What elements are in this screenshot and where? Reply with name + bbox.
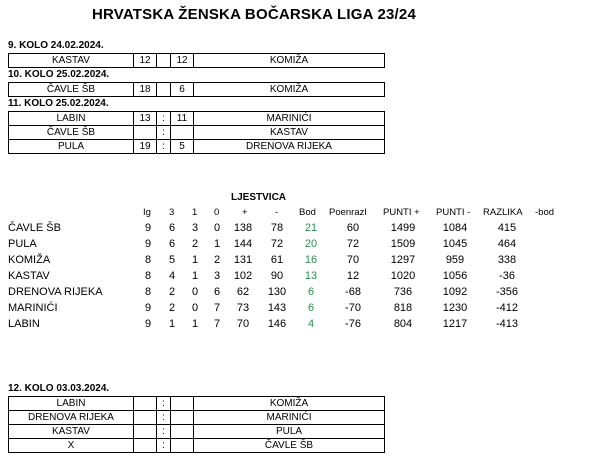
away-score — [171, 411, 194, 425]
home-score: 18 — [134, 83, 157, 97]
away-score — [171, 425, 194, 439]
score-separator: : — [157, 126, 171, 140]
point-difference: 12 — [346, 270, 360, 282]
games-played: 9 — [144, 222, 152, 234]
score-plus: 70 — [236, 318, 250, 330]
score-plus: 62 — [236, 286, 250, 298]
away-team: PULA — [194, 425, 385, 439]
points: 20 — [304, 238, 318, 250]
losses-0: 3 — [213, 270, 221, 282]
team-name: DRENOVA RIJEKA — [8, 286, 103, 298]
away-team: KOMIŽA — [194, 397, 385, 411]
standings-row — [0, 269, 600, 284]
standings-title: LJESTVICA — [231, 192, 287, 203]
round-11-label: 11. KOLO 25.02.2024. — [8, 98, 109, 109]
away-score: 12 — [171, 54, 194, 68]
header-punti-plus: PUNTI + — [383, 207, 420, 218]
round-12-label: 12. KOLO 03.03.2024. — [8, 383, 110, 394]
score-plus: 138 — [233, 222, 253, 234]
punti-plus: 1499 — [390, 222, 416, 234]
home-score — [134, 126, 157, 140]
score-minus: 72 — [270, 238, 284, 250]
team-name: ČAVLE ŠB — [8, 222, 61, 234]
home-team: KASTAV — [9, 54, 134, 68]
header-bod: Bod — [299, 207, 316, 218]
away-team: MARINIĆI — [194, 411, 385, 425]
standings-row — [0, 317, 600, 332]
draws-1: 1 — [191, 254, 199, 266]
point-difference: -76 — [345, 318, 361, 330]
losses-0: 2 — [213, 254, 221, 266]
round-12-table — [8, 396, 385, 453]
home-team: PULA — [9, 140, 134, 154]
point-difference: -68 — [345, 286, 361, 298]
punti-minus: 959 — [445, 254, 465, 266]
home-team: LABIN — [9, 112, 134, 126]
points: 13 — [304, 270, 318, 282]
score-separator: : — [157, 439, 171, 453]
home-team: ČAVLE ŠB — [9, 83, 134, 97]
home-team: DRENOVA RIJEKA — [9, 411, 134, 425]
draws-1: 1 — [191, 270, 199, 282]
match-row — [9, 54, 385, 68]
match-row — [9, 411, 385, 425]
standings-row — [0, 237, 600, 252]
score-separator — [157, 83, 171, 97]
games-played: 9 — [144, 302, 152, 314]
point-difference: 60 — [346, 222, 360, 234]
score-minus: 90 — [270, 270, 284, 282]
score-separator: : — [157, 112, 171, 126]
games-played: 8 — [144, 270, 152, 282]
round-10-table — [8, 82, 385, 97]
away-team: KASTAV — [194, 126, 385, 140]
header-poenrazl: Poenrazl — [329, 207, 367, 218]
header-0: 0 — [214, 207, 220, 218]
score-plus: 73 — [236, 302, 250, 314]
round-11-table — [8, 111, 385, 154]
home-score — [134, 397, 157, 411]
team-name: MARINIĆI — [8, 302, 58, 314]
score-separator: : — [157, 411, 171, 425]
round-9-table — [8, 53, 385, 68]
punti-minus: 1084 — [442, 222, 468, 234]
team-name: KOMIŽA — [8, 254, 51, 266]
team-name: PULA — [8, 238, 37, 250]
match-row — [9, 126, 385, 140]
games-played: 8 — [144, 286, 152, 298]
points: 16 — [304, 254, 318, 266]
punti-plus: 804 — [393, 318, 413, 330]
header-punti-minus: PUNTI - — [436, 207, 471, 218]
wins-3: 1 — [168, 318, 176, 330]
punti-plus: 818 — [393, 302, 413, 314]
score-minus: 130 — [267, 286, 287, 298]
away-team: KOMIŽA — [194, 83, 385, 97]
away-score — [171, 126, 194, 140]
standings-row — [0, 221, 600, 236]
match-row — [9, 112, 385, 126]
score-minus: 61 — [270, 254, 284, 266]
draws-1: 0 — [191, 286, 199, 298]
losses-0: 7 — [213, 302, 221, 314]
punti-minus: 1092 — [442, 286, 468, 298]
draws-1: 3 — [191, 222, 199, 234]
score-minus: 146 — [267, 318, 287, 330]
home-team: X — [9, 439, 134, 453]
away-score: 11 — [171, 112, 194, 126]
losses-0: 1 — [213, 238, 221, 250]
wins-3: 2 — [168, 286, 176, 298]
header-1: 1 — [192, 207, 198, 218]
razlika: 464 — [497, 238, 517, 250]
standings-row — [0, 253, 600, 268]
razlika: -356 — [495, 286, 519, 298]
away-score — [171, 397, 194, 411]
away-team: ČAVLE ŠB — [194, 439, 385, 453]
header-razlika: RAZLIKA — [483, 207, 523, 218]
draws-1: 1 — [191, 318, 199, 330]
punti-minus: 1045 — [442, 238, 468, 250]
score-separator — [157, 54, 171, 68]
wins-3: 6 — [168, 222, 176, 234]
draws-1: 0 — [191, 302, 199, 314]
wins-3: 2 — [168, 302, 176, 314]
losses-0: 0 — [213, 222, 221, 234]
punti-minus: 1056 — [442, 270, 468, 282]
match-row — [9, 397, 385, 411]
point-difference: 72 — [346, 238, 360, 250]
home-score — [134, 425, 157, 439]
score-plus: 131 — [233, 254, 253, 266]
home-score: 12 — [134, 54, 157, 68]
games-played: 8 — [144, 254, 152, 266]
punti-plus: 1020 — [390, 270, 416, 282]
score-minus: 143 — [267, 302, 287, 314]
home-score — [134, 411, 157, 425]
home-team: LABIN — [9, 397, 134, 411]
games-played: 9 — [144, 318, 152, 330]
razlika: -413 — [495, 318, 519, 330]
header-plus: + — [242, 207, 248, 218]
away-team: KOMIŽA — [194, 54, 385, 68]
match-row — [9, 439, 385, 453]
punti-plus: 1297 — [390, 254, 416, 266]
away-score: 6 — [171, 83, 194, 97]
punti-plus: 1509 — [390, 238, 416, 250]
points: 21 — [304, 222, 318, 234]
point-difference: -70 — [345, 302, 361, 314]
header-ig: Ig — [143, 207, 151, 218]
match-row — [9, 83, 385, 97]
losses-0: 7 — [213, 318, 221, 330]
draws-1: 2 — [191, 238, 199, 250]
team-name: LABIN — [8, 318, 40, 330]
points: 6 — [307, 286, 315, 298]
standings-row — [0, 285, 600, 300]
score-plus: 144 — [233, 238, 253, 250]
round-9-label: 9. KOLO 24.02.2024. — [8, 40, 104, 51]
header-minus-bod: -bod — [535, 207, 555, 218]
razlika: -36 — [499, 270, 515, 282]
wins-3: 6 — [168, 238, 176, 250]
team-name: KASTAV — [8, 270, 50, 282]
match-row — [9, 140, 385, 154]
away-score: 5 — [171, 140, 194, 154]
home-score: 13 — [134, 112, 157, 126]
score-plus: 102 — [233, 270, 253, 282]
losses-0: 6 — [213, 286, 221, 298]
away-team: MARINIĆI — [194, 112, 385, 126]
punti-minus: 1230 — [442, 302, 468, 314]
match-row — [9, 425, 385, 439]
razlika: -412 — [495, 302, 519, 314]
wins-3: 5 — [168, 254, 176, 266]
point-difference: 70 — [346, 254, 360, 266]
home-team: KASTAV — [9, 425, 134, 439]
page-title: HRVATSKA ŽENSKA BOČARSKA LIGA 23/24 — [92, 6, 416, 23]
home-team: ČAVLE ŠB — [9, 126, 134, 140]
home-score: 19 — [134, 140, 157, 154]
games-played: 9 — [144, 238, 152, 250]
punti-minus: 1217 — [442, 318, 468, 330]
wins-3: 4 — [168, 270, 176, 282]
home-score — [134, 439, 157, 453]
away-score — [171, 439, 194, 453]
score-minus: 78 — [270, 222, 284, 234]
score-separator: : — [157, 425, 171, 439]
razlika: 338 — [497, 254, 517, 266]
round-10-label: 10. KOLO 25.02.2024. — [8, 69, 110, 80]
header-minus: - — [275, 207, 279, 218]
score-separator: : — [157, 397, 171, 411]
score-separator: : — [157, 140, 171, 154]
header-3: 3 — [169, 207, 175, 218]
away-team: DRENOVA RIJEKA — [194, 140, 385, 154]
points: 6 — [307, 302, 315, 314]
punti-plus: 736 — [393, 286, 413, 298]
points: 4 — [307, 318, 315, 330]
razlika: 415 — [497, 222, 517, 234]
standings-row — [0, 301, 600, 316]
